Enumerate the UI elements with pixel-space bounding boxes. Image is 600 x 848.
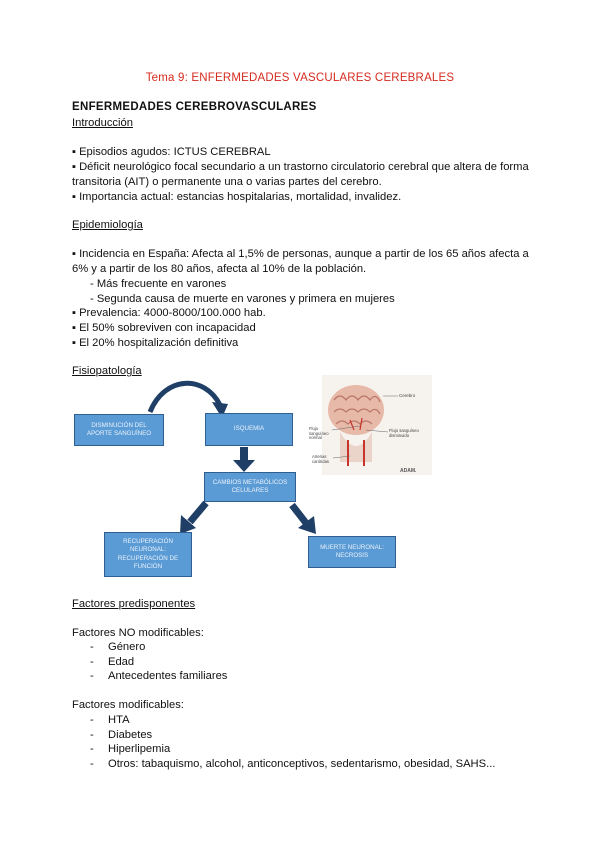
factores-heading: Factores predisponentes (72, 598, 196, 610)
down-arrow-shaft (240, 447, 248, 461)
section-title: ENFERMEDADES CEREBROVASCULARES (72, 101, 317, 113)
adam-logo: ADAM. (400, 468, 417, 474)
epi-line-5: ▪ Prevalencia: 4000-8000/100.000 hab. (72, 307, 266, 319)
intro-line-1: ▪ Episodios agudos: ICTUS CEREBRAL (72, 146, 271, 158)
label-flujo-normal: Flujo sanguíneo normal (309, 426, 329, 441)
box-isquemia: ISQUEMIA (205, 413, 293, 446)
intro-line-2: ▪ Déficit neurológico focal secundario a un trastorno circulatorio cerebral que altera de forma (72, 161, 529, 173)
dash: - (90, 656, 94, 668)
epi-line-4: - Segunda causa de muerte en varones y primera en mujeres (90, 293, 395, 305)
dash: - (90, 758, 94, 770)
nomod-title: Factores NO modificables: (72, 627, 204, 639)
epi-line-6: ▪ El 50% sobreviven con incapacidad (72, 322, 256, 334)
epi-line-3: - Más frecuente en varones (90, 278, 227, 290)
left-arrow-shaft (190, 503, 206, 522)
label-flujo-disminuido: Flujo sanguíneo disminuido (389, 428, 419, 438)
nomod-item: Antecedentes familiares (108, 670, 228, 682)
box-disminucion: DISMINUCIÓN DEL APORTE SANGUÍNEO (74, 414, 164, 446)
mod-item: Diabetes (108, 729, 153, 741)
nomod-item: Edad (108, 656, 135, 668)
dash: - (90, 641, 94, 653)
down-arrow-head (233, 460, 255, 472)
mod-item: Otros: tabaquismo, alcohol, anticonceptivos, sedentarismo, obesidad, SAHS... (108, 758, 496, 770)
nomod-item: Género (108, 641, 146, 653)
mod-item: HTA (108, 714, 130, 726)
epi-line-7: ▪ El 20% hospitalización definitiva (72, 337, 239, 349)
intro-heading: Introducción (72, 117, 133, 129)
label-arterias: Arterias carótidas (312, 454, 329, 464)
fisio-heading: Fisiopatología (72, 365, 142, 377)
page-title: Tema 9: ENFERMEDADES VASCULARES CEREBRALES (145, 72, 455, 84)
intro-line-4: ▪ Importancia actual: estancias hospitalarias, mortalidad, invalidez. (72, 191, 402, 203)
curved-arrow (150, 383, 220, 412)
intro-line-3: transitoria (AIT) o permanente una o varias partes del cerebro. (72, 176, 382, 188)
dash: - (90, 670, 94, 682)
label-cerebro: Cerebro (399, 393, 416, 398)
dash: - (90, 729, 94, 741)
epi-line-1: ▪ Incidencia en España: Afecta al 1,5% de personas, aunque a partir de los 65 años afecta a (72, 248, 529, 260)
dash: - (90, 714, 94, 726)
epi-heading: Epidemiología (72, 219, 143, 231)
box-muerte: MUERTE NEURONAL: NECROSIS (308, 536, 396, 568)
box-recuperacion: RECUPERACIÓN NEURONAL: RECUPERACIÓN DE FUNCIÓN (104, 532, 192, 577)
brain-illustration (322, 375, 432, 475)
mod-title: Factores modificables: (72, 699, 184, 711)
right-arrow-shaft (292, 505, 306, 523)
mod-item: Hiperlipemia (108, 743, 171, 755)
dash: - (90, 743, 94, 755)
epi-line-2: 6% y a partir de los 80 años, afecta al 10% de la población. (72, 263, 367, 275)
box-cambios: CAMBIOS METABÓLICOS CELULARES (204, 472, 296, 502)
